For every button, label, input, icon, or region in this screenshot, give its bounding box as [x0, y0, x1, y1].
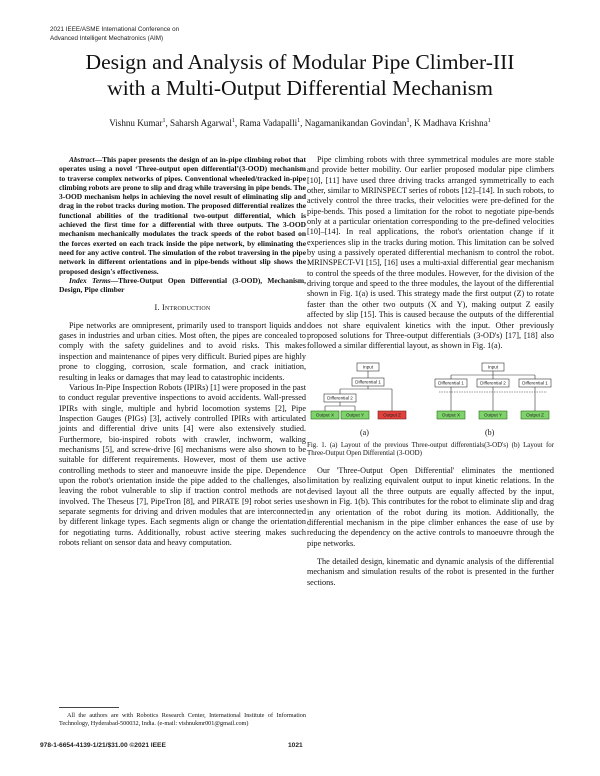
diff1-label-a: Differential 1	[355, 379, 381, 385]
index-terms: Index Terms—Three-Output Open Differential (3-OOD), Mechanism, Design, Pipe climber	[59, 275, 306, 295]
figure-1	[307, 356, 554, 438]
output-y-label-b: Output Y	[483, 412, 503, 418]
title-line-2: with a Multi-Output Differential Mechanism	[107, 75, 493, 100]
conference-header	[50, 26, 179, 43]
figure-1-caption: Fig. 1. (a) Layout of the previous Three-output differentials(3-OD's) (b) Layout for Three-Output Open Differential (3-OOD)	[307, 441, 554, 457]
output-y-label-a: Output Y	[345, 412, 365, 418]
abstract: Abstract—This paper presents the design of an in-pipe climbing robot that operates using a novel ‘Three-output open differential’(3-OOD) mechanism to traverse complex networks of pipes. Conventional wheeled/tracked in-pipe climbing robots are prone to slip and drag while traversing in pipe bends. The 3-OOD mechanism helps in achieving the novel result of eliminating slip and drag in the robot tracks during motion. The proposed differential realizes the functional abilities of the traditional two-output differential, which is achieved the first time for a differential with three outputs. The 3-OOD mechanism mechanically modulates the track speeds of the robot based on the forces exerted on each track inside the pipe network, by eliminating the need for any active control. The simulation of the robot traversing in the pipe network in different orientations and in pipe-bends without slip shows the proposed design's effectiveness.	[59, 155, 306, 276]
left-column	[59, 155, 306, 548]
differential-layout-diagram	[307, 356, 554, 438]
intro-paragraph-3: Pipe climbing robots with three symmetrical modules are more stable and provide better mobility. Our earlier proposed modular pipe climbers [10], [11] have used three driving tracks arranged symmetrically to each other, similar to MRINSPECT series of robots [12]–[14]. In such robots, to actively control the three tracks, their velocities were pre-defined for the pipe-bends. This posed a limitation for the robot to negotiate pipe-bends only at a particular orientation corresponding to the pre-defined velocities [10]–[14]. In real applications, the robot's orientation change if it experiences slip in the tracks during motion. This limitation can be solved by using a passively operated differential mechanism to control the robot. MRINSPECT-VI [15], [16] uses a multi-axial differential gear mechanism to control the speeds of the three modules. However, for the division of the driving torque and speed to the three modules, the layout of the differential shown in Fig. 1(a) is used. This strategy made the first output (Z) to rotate faster than the other two outputs (X and Y), making output Z easily affected by slip [15]. This is caused because the outputs of the differential does not share equivalent kinetics with the input. Other previously proposed solutions for Three-output differentials (3-OD's) [17], [18] also followed a similar differential layout, as shown in Fig. 1(a).	[307, 155, 554, 351]
conference-line-1: 2021 IEEE/ASME International Conference on	[50, 26, 180, 33]
right-column	[307, 155, 554, 588]
author: Nagamanikandan Govindan$^1$,	[304, 118, 415, 128]
intro-paragraph-4: Our 'Three-Output Open Differential' eliminates the mentioned limitation by realizing equivalent output to input kinetic relations. In the devised layout all the three outputs are equally affected by the input, shown in Fig. 1(b). This contributes for the robot to eliminate slip and drag in any orientation of the robot during its motion. Additionally, the differential mechanism in the pipe climber enhances the ease of use by reducing the dependency on the active controls to manoeuvre through the pipe networks.	[307, 466, 554, 548]
title-line-1: Design and Analysis of Modular Pipe Climber-III	[85, 50, 515, 74]
conference-line-2: Advanced Intelligent Mechatronics (AIM)	[50, 34, 164, 42]
output-z-label-b: Output Z	[526, 412, 544, 418]
diff-left-label-b: Differential 1	[438, 380, 464, 386]
figure-label-a: (a)	[360, 427, 369, 437]
intro-paragraph-1: Pipe networks are omnipresent, primarily used to transport liquids and gases in industries and urban cities. Most often, the pipes are concealed to comply with the safety guidelines and to avoid risks. This makes inspection and maintenance of pipes very difficult. Buried pipes are highly prone to clogging, corrosion, scale formation, and crack initiation, resulting in leaks or damages that may lead to catastrophic incidents.	[59, 320, 306, 382]
paper-title	[40, 50, 560, 101]
input-label-b: Input	[487, 364, 499, 370]
affiliation-footnote: All the authors are with Robotics Research Center, International Institute of Information Technology, Hyderabad-500032, India. (e-mail: vishnukmr001@gmail.com)	[59, 712, 306, 727]
author: Vishnu Kumar$^1$,	[109, 118, 171, 128]
intro-paragraph-2: Various In-Pipe Inspection Robots (IPIRs) [1] were proposed in the past to conduct regular preventive inspections to avoid accidents. Wall-pressed IPIRs with single, multiple and hybrid locomotion systems [2], Pipe Inspection Gauges (PIGs) [3], actively controlled IPIRs with articulated joints and differential drive units [4] were also extensively studied. Furthermore, bio-inspired robots with crawler, inchworm, walking mechanisms [5], and screw-drive [6] mechanisms were also shown to be suitable for different requirements. However, most of them use active controlling methods to steer and manoeuvre inside the pipe. Dependence upon the robot's orientation inside the pipe added to the challenges, also leaving the robot vulnerable to slip if traction control methods are not involved. The Theseus [7], PipeTron [8], and PIRATE [9] robot series use separate segments for driving and driven modules that are interconnected by different linkage types. Each segments align or change the orientation for negotiating turns. Additionally, robust active steering makes such robots reliant on sensor data and heavy computation.	[59, 382, 306, 548]
author: Rama Vadapalli$^1$,	[239, 118, 305, 128]
output-x-label-b: Output X	[441, 412, 461, 418]
diff-right-label-b: Differential 1	[522, 380, 548, 386]
footnote-rule	[59, 707, 119, 708]
page-number: 1021	[288, 742, 303, 749]
author-list	[40, 118, 560, 128]
input-label-a: Input	[362, 364, 374, 370]
figure-label-b: (b)	[485, 427, 495, 437]
output-x-label-a: Output X	[315, 412, 335, 418]
diff2-label-a: Differential 2	[327, 395, 353, 401]
diff-mid-label-b: Differential 2	[480, 380, 506, 386]
output-z-label-a: Output Z	[383, 412, 401, 418]
author: Saharsh Agarwal$^1$,	[170, 118, 240, 128]
isbn-footer: 978-1-6654-4139-1/21/$31.00 ©2021 IEEE	[40, 742, 166, 749]
section-heading-introduction: I. Introduction	[154, 303, 211, 313]
author: K Madhava Krishna$^1$	[414, 118, 491, 128]
intro-paragraph-5: The detailed design, kinematic and dynamic analysis of the differential mechanism and simulation results of the robot is presented in the further sections.	[307, 556, 554, 587]
